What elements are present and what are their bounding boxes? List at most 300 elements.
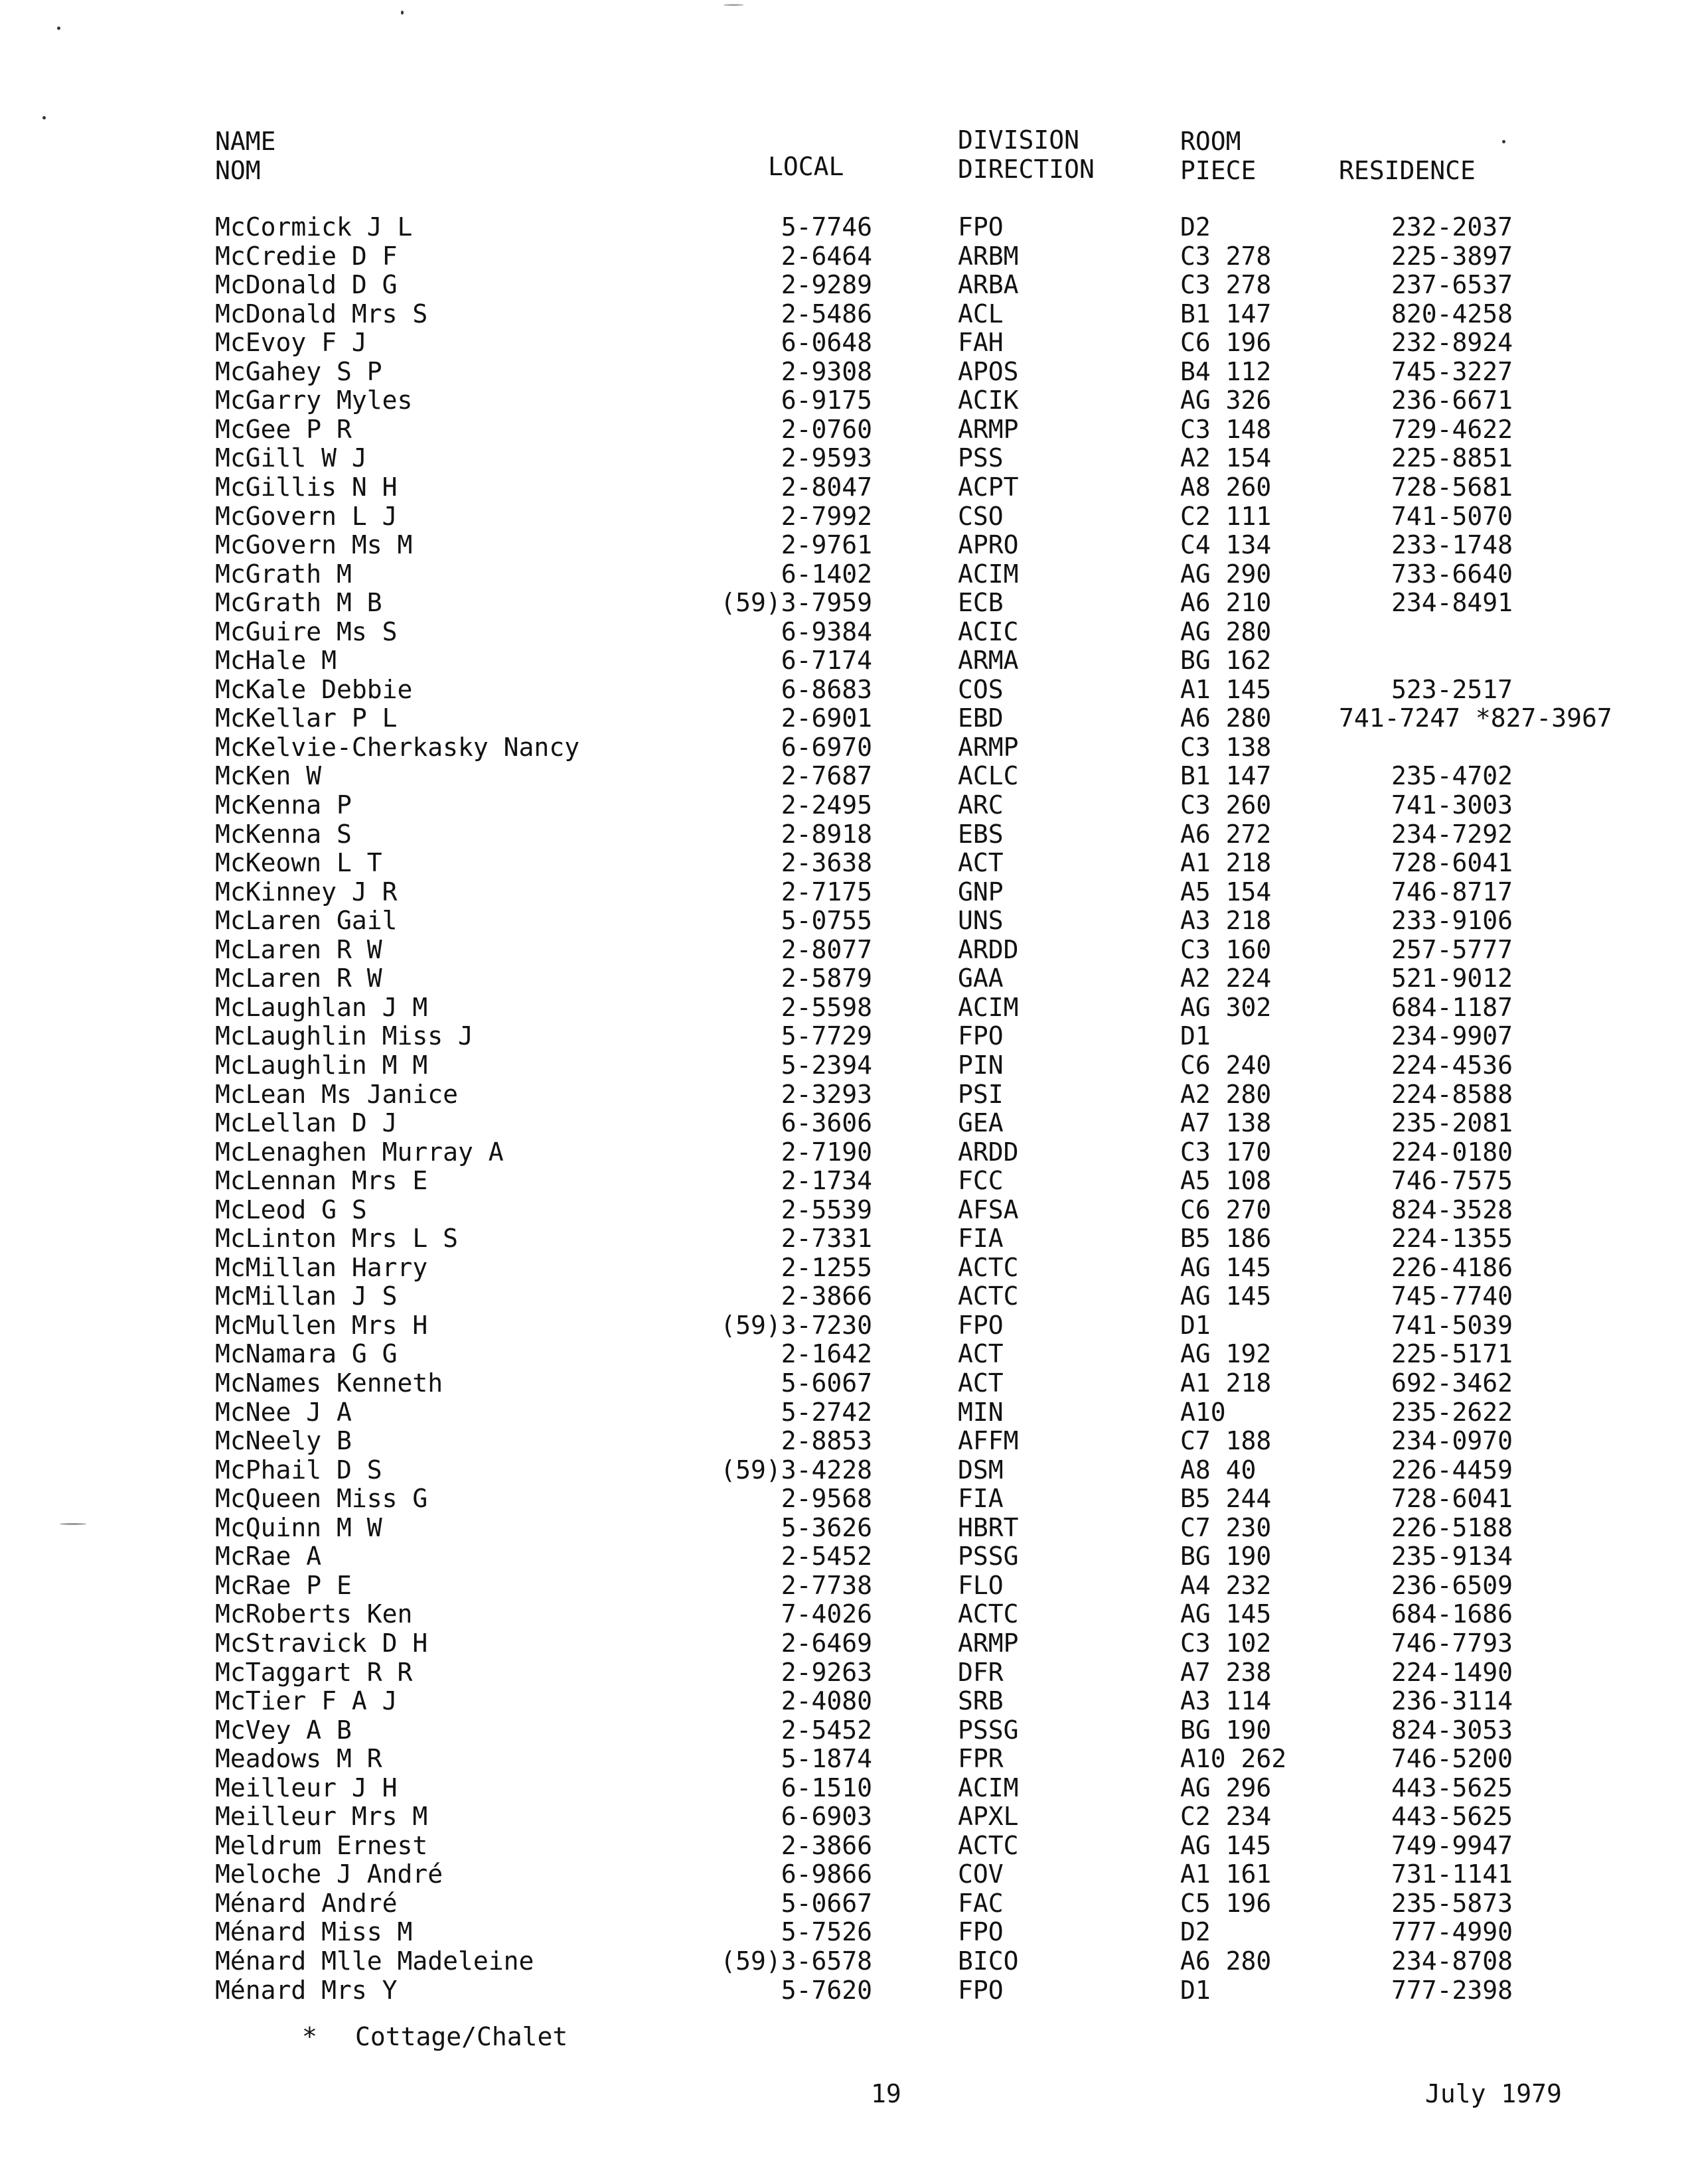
table-row <box>0 1282 1684 1311</box>
table-row <box>0 1427 1684 1456</box>
table-row <box>0 444 1684 473</box>
table-row <box>0 733 1684 763</box>
row-division-code: ACIM <box>958 992 1019 1022</box>
row-local-extension: 2-6469 <box>781 1628 872 1658</box>
row-name: Ménard Mrs Y <box>215 1975 398 2005</box>
row-residence-phone: 741-3003 <box>1391 790 1513 820</box>
row-division-code: ACTC <box>958 1281 1019 1311</box>
row-room-number: AG 192 <box>1180 1339 1272 1369</box>
row-name: McDonald D G <box>215 270 398 300</box>
row-local-extension: 2-6901 <box>781 703 872 733</box>
table-row <box>0 560 1684 589</box>
table-row <box>0 1889 1684 1919</box>
row-residence-phone: 226-4186 <box>1391 1252 1513 1282</box>
row-local-extension: 2-8918 <box>781 819 872 849</box>
table-row <box>0 791 1684 820</box>
row-room-number: C3 160 <box>1180 934 1272 964</box>
row-residence-phone: 684-1187 <box>1391 992 1513 1022</box>
row-name: McNeely B <box>215 1426 352 1456</box>
row-residence-phone: 234-8708 <box>1391 1946 1513 1976</box>
row-room-number: A10 <box>1180 1397 1226 1427</box>
row-local-extension: 2-8853 <box>781 1426 872 1456</box>
header-direction-label: DIRECTION <box>958 155 1095 184</box>
row-residence-phone: 232-2037 <box>1391 212 1513 242</box>
row-division-code: ACIK <box>958 386 1019 415</box>
table-row <box>0 1600 1684 1629</box>
row-residence-phone: 233-9106 <box>1391 906 1513 936</box>
row-residence-phone: 746-7575 <box>1391 1166 1513 1196</box>
row-division-code: DFR <box>958 1657 1004 1687</box>
row-name: McGahey S P <box>215 356 382 386</box>
row-division-code: FPO <box>958 1310 1004 1340</box>
row-name: McLean Ms Janice <box>215 1079 459 1109</box>
row-name: McKale Debbie <box>215 674 413 704</box>
table-row <box>0 473 1684 502</box>
row-division-code: PSSG <box>958 1715 1019 1745</box>
row-local-extension: 5-2742 <box>781 1397 872 1427</box>
row-residence-phone: 746-5200 <box>1391 1744 1513 1774</box>
row-room-number: A2 224 <box>1180 964 1272 993</box>
row-division-code: MIN <box>958 1397 1004 1427</box>
table-row <box>0 1022 1684 1051</box>
row-room-number: A1 218 <box>1180 1368 1272 1398</box>
row-name: McLaren R W <box>215 964 382 993</box>
row-name: McRae P E <box>215 1570 352 1600</box>
row-local-extension: 7-4026 <box>781 1599 872 1629</box>
row-name: McGillis N H <box>215 472 398 502</box>
table-row <box>0 1398 1684 1427</box>
row-name: McKen W <box>215 761 322 791</box>
table-row <box>0 936 1684 965</box>
row-room-number: C3 278 <box>1180 241 1272 271</box>
row-local-extension: 6-0648 <box>781 328 872 358</box>
row-room-number: B1 147 <box>1180 299 1272 328</box>
footnote-mark: * <box>302 2022 317 2051</box>
row-division-code: FCC <box>958 1166 1004 1196</box>
row-residence-phone: 741-7247 *827-3967 <box>1339 703 1612 733</box>
row-local-extension: 2-9263 <box>781 1657 872 1687</box>
table-row <box>0 1340 1684 1369</box>
row-division-code: ARMP <box>958 414 1019 444</box>
row-local-extension: 6-9866 <box>781 1859 872 1889</box>
header-nom-label: NOM <box>215 156 261 185</box>
row-local-extension: 2-5598 <box>781 992 872 1022</box>
row-residence-phone: 443-5625 <box>1391 1773 1513 1802</box>
row-local-extension: 5-3626 <box>781 1512 872 1542</box>
row-room-number: A7 138 <box>1180 1108 1272 1138</box>
row-room-number: C2 234 <box>1180 1802 1272 1832</box>
row-residence-phone: 443-5625 <box>1391 1802 1513 1832</box>
row-room-number: BG 162 <box>1180 646 1272 676</box>
row-room-number: AG 326 <box>1180 386 1272 415</box>
row-name: McStravick D H <box>215 1628 428 1658</box>
row-name: McGee P R <box>215 414 352 444</box>
table-row <box>0 1109 1684 1138</box>
row-name: McTaggart R R <box>215 1657 413 1687</box>
row-name: Ménard André <box>215 1888 398 1918</box>
row-local-extension: 2-3293 <box>781 1079 872 1109</box>
row-local-extension: 6-7174 <box>781 646 872 676</box>
row-room-number: D2 <box>1180 212 1211 242</box>
row-local-extension: 2-3866 <box>781 1281 872 1311</box>
row-name: McNames Kenneth <box>215 1368 443 1398</box>
row-division-code: ARDD <box>958 934 1019 964</box>
row-name: McLaren R W <box>215 934 382 964</box>
row-division-code: ACLC <box>958 761 1019 791</box>
table-row <box>0 1716 1684 1745</box>
table-row <box>0 271 1684 300</box>
row-room-number: A7 238 <box>1180 1657 1272 1687</box>
row-local-extension: 2-1255 <box>781 1252 872 1282</box>
row-local-extension: 2-1734 <box>781 1166 872 1196</box>
table-row <box>0 1542 1684 1571</box>
row-room-number: A3 218 <box>1180 906 1272 936</box>
row-division-code: PIN <box>958 1050 1004 1080</box>
row-local-extension: 5-0667 <box>781 1888 872 1918</box>
table-row <box>0 328 1684 358</box>
scan-speck <box>42 116 46 119</box>
row-residence-phone: 746-7793 <box>1391 1628 1513 1658</box>
row-room-number: C6 270 <box>1180 1195 1272 1224</box>
row-room-number: C3 102 <box>1180 1628 1272 1658</box>
table-row <box>0 242 1684 271</box>
row-residence-phone: 236-6509 <box>1391 1570 1513 1600</box>
page-number: 19 <box>871 2079 901 2108</box>
row-name: McGrath M B <box>215 588 382 618</box>
row-room-number: B5 186 <box>1180 1224 1272 1254</box>
row-local-extension: 5-7526 <box>781 1917 872 1947</box>
row-name: Meldrum Ernest <box>215 1830 428 1860</box>
row-division-code: CSO <box>958 501 1004 531</box>
row-division-code: DSM <box>958 1455 1004 1485</box>
table-row <box>0 1745 1684 1774</box>
row-local-extension: 6-9384 <box>781 617 872 646</box>
row-residence-phone: 225-8851 <box>1391 443 1513 473</box>
table-row <box>0 1629 1684 1658</box>
table-row <box>0 1514 1684 1543</box>
row-residence-phone: 745-3227 <box>1391 356 1513 386</box>
row-division-code: EBS <box>958 819 1004 849</box>
row-room-number: D1 <box>1180 1975 1211 2005</box>
row-residence-phone: 234-8491 <box>1391 588 1513 618</box>
row-division-code: COV <box>958 1859 1004 1889</box>
table-row <box>0 1860 1684 1889</box>
row-residence-phone: 237-6537 <box>1391 270 1513 300</box>
row-room-number: BG 190 <box>1180 1715 1272 1745</box>
row-local-extension: 2-5879 <box>781 964 872 993</box>
row-local-extension: 2-7687 <box>781 761 872 791</box>
row-name: McKinney J R <box>215 877 398 907</box>
row-room-number: C6 196 <box>1180 328 1272 358</box>
row-division-code: GAA <box>958 964 1004 993</box>
row-division-code: ACIC <box>958 617 1019 646</box>
row-residence-phone: 777-2398 <box>1391 1975 1513 2005</box>
row-name: McLeod G S <box>215 1195 367 1224</box>
row-room-number: A2 154 <box>1180 443 1272 473</box>
row-room-number: A6 272 <box>1180 819 1272 849</box>
row-name: Meilleur Mrs M <box>215 1802 428 1832</box>
row-name: McMillan J S <box>215 1281 398 1311</box>
row-division-code: ACTC <box>958 1599 1019 1629</box>
row-name: Ménard Miss M <box>215 1917 413 1947</box>
row-room-number: AG 145 <box>1180 1252 1272 1282</box>
table-row <box>0 878 1684 907</box>
row-division-code: ACT <box>958 1368 1004 1398</box>
row-division-code: HBRT <box>958 1512 1019 1542</box>
row-residence-phone: 224-4536 <box>1391 1050 1513 1080</box>
row-local-extension: 6-9175 <box>781 386 872 415</box>
row-room-number: A8 260 <box>1180 472 1272 502</box>
row-room-number: C5 196 <box>1180 1888 1272 1918</box>
row-room-number: A8 40 <box>1180 1455 1257 1485</box>
table-row <box>0 300 1684 329</box>
row-local-extension: 2-7175 <box>781 877 872 907</box>
row-local-extension: 2-9593 <box>781 443 872 473</box>
row-division-code: FPO <box>958 212 1004 242</box>
row-name: McLinton Mrs L S <box>215 1224 459 1254</box>
row-division-code: COS <box>958 674 1004 704</box>
scan-speck <box>724 4 743 6</box>
row-name: McKellar P L <box>215 703 398 733</box>
scan-speck <box>1502 140 1505 143</box>
row-division-code: APRO <box>958 530 1019 560</box>
row-local-extension: 6-1402 <box>781 559 872 589</box>
row-division-code: ARBA <box>958 270 1019 300</box>
table-row <box>0 502 1684 532</box>
table-row <box>0 1571 1684 1601</box>
row-room-number: C7 188 <box>1180 1426 1272 1456</box>
row-local-extension: 2-7331 <box>781 1224 872 1254</box>
row-room-number: C3 260 <box>1180 790 1272 820</box>
row-name: McKeown L T <box>215 848 382 878</box>
row-room-number: A5 108 <box>1180 1166 1272 1196</box>
row-room-number: B4 112 <box>1180 356 1272 386</box>
row-local-extension: 2-0760 <box>781 414 872 444</box>
row-name: McGovern Ms M <box>215 530 413 560</box>
row-room-number: C4 134 <box>1180 530 1272 560</box>
row-name: McLaughlin Miss J <box>215 1021 473 1051</box>
row-division-code: PSSG <box>958 1542 1019 1571</box>
table-row <box>0 415 1684 445</box>
row-division-code: AFSA <box>958 1195 1019 1224</box>
table-row <box>0 1051 1684 1080</box>
scan-speck <box>60 1523 86 1525</box>
row-name: McTier F A J <box>215 1686 398 1716</box>
row-residence-phone: 235-4702 <box>1391 761 1513 791</box>
row-room-number: D2 <box>1180 1917 1211 1947</box>
row-residence-phone: 684-1686 <box>1391 1599 1513 1629</box>
row-division-code: PSI <box>958 1079 1004 1109</box>
row-name: McQuinn M W <box>215 1512 382 1542</box>
row-name: McLennan Mrs E <box>215 1166 428 1196</box>
row-room-number: AG 302 <box>1180 992 1272 1022</box>
row-room-number: A1 145 <box>1180 674 1272 704</box>
row-local-extension: 2-6464 <box>781 241 872 271</box>
row-residence-phone: 692-3462 <box>1391 1368 1513 1398</box>
row-division-code: PSS <box>958 443 1004 473</box>
table-row <box>0 1976 1684 2005</box>
row-division-code: APXL <box>958 1802 1019 1832</box>
row-residence-phone: 728-6041 <box>1391 848 1513 878</box>
row-division-code: ACTC <box>958 1830 1019 1860</box>
header-name-label: NAME <box>215 127 276 156</box>
row-room-number: A4 232 <box>1180 1570 1272 1600</box>
row-name: McMullen Mrs H <box>215 1310 428 1340</box>
row-name: McKenna P <box>215 790 352 820</box>
row-local-extension: 2-5539 <box>781 1195 872 1224</box>
header-division-label: DIVISION <box>958 125 1080 155</box>
table-row <box>0 1456 1684 1485</box>
row-residence-phone: 225-3897 <box>1391 241 1513 271</box>
row-division-code: FPR <box>958 1744 1004 1774</box>
row-residence-phone: 749-9947 <box>1391 1830 1513 1860</box>
row-division-code: ARC <box>958 790 1004 820</box>
row-division-code: SRB <box>958 1686 1004 1716</box>
row-local-extension: 2-9289 <box>781 270 872 300</box>
row-division-code: ACIM <box>958 559 1019 589</box>
row-name: McPhail D S <box>215 1455 382 1485</box>
row-local-extension: 6-6903 <box>781 1802 872 1832</box>
row-local-extension: 2-5486 <box>781 299 872 328</box>
row-name: McNee J A <box>215 1397 352 1427</box>
row-division-code: ARMA <box>958 646 1019 676</box>
row-name: McCredie D F <box>215 241 398 271</box>
row-name: McKenna S <box>215 819 352 849</box>
row-room-number: AG 296 <box>1180 1773 1272 1802</box>
row-local-extension: 6-1510 <box>781 1773 872 1802</box>
row-name: McGrath M <box>215 559 352 589</box>
row-local-extension: (59)3-6578 <box>720 1946 872 1976</box>
row-room-number: A10 262 <box>1180 1744 1287 1774</box>
row-residence-phone: 236-3114 <box>1391 1686 1513 1716</box>
row-room-number: D1 <box>1180 1310 1211 1340</box>
row-name: McDonald Mrs S <box>215 299 428 328</box>
table-row <box>0 646 1684 676</box>
row-local-extension: (59)3-7230 <box>720 1310 872 1340</box>
row-room-number: B5 244 <box>1180 1484 1272 1514</box>
scan-speck <box>57 27 60 30</box>
table-row <box>0 1832 1684 1861</box>
row-name: McQueen Miss G <box>215 1484 428 1514</box>
table-row <box>0 1774 1684 1803</box>
row-residence-phone: 257-5777 <box>1391 934 1513 964</box>
row-residence-phone: 232-8924 <box>1391 328 1513 358</box>
row-name: McLaughlan J M <box>215 992 428 1022</box>
row-local-extension: 2-3638 <box>781 848 872 878</box>
footer-date: July 1979 <box>1425 2079 1562 2108</box>
row-division-code: FIA <box>958 1484 1004 1514</box>
table-row <box>0 1138 1684 1167</box>
row-residence-phone: 225-5171 <box>1391 1339 1513 1369</box>
row-local-extension: 5-6067 <box>781 1368 872 1398</box>
table-row <box>0 213 1684 242</box>
row-division-code: FAC <box>958 1888 1004 1918</box>
table-row <box>0 993 1684 1023</box>
row-name: McGuire Ms S <box>215 617 398 646</box>
row-name: McKelvie-Cherkasky Nancy <box>215 732 580 762</box>
row-residence-phone: 224-8588 <box>1391 1079 1513 1109</box>
row-room-number: D1 <box>1180 1021 1211 1051</box>
row-name: McMillan Harry <box>215 1252 428 1282</box>
row-residence-phone: 746-8717 <box>1391 877 1513 907</box>
row-room-number: C6 240 <box>1180 1050 1272 1080</box>
row-residence-phone: 235-2622 <box>1391 1397 1513 1427</box>
row-local-extension: (59)3-7959 <box>720 588 872 618</box>
row-name: Meloche J André <box>215 1859 443 1889</box>
row-local-extension: 6-3606 <box>781 1108 872 1138</box>
row-residence-phone: 234-7292 <box>1391 819 1513 849</box>
table-row <box>0 1196 1684 1225</box>
row-division-code: ARMP <box>958 1628 1019 1658</box>
table-row <box>0 1485 1684 1514</box>
row-local-extension: 2-9308 <box>781 356 872 386</box>
row-room-number: BG 190 <box>1180 1542 1272 1571</box>
row-room-number: AG 145 <box>1180 1830 1272 1860</box>
table-row <box>0 1167 1684 1196</box>
row-division-code: FPO <box>958 1975 1004 2005</box>
footnote-text: Cottage/Chalet <box>355 2022 568 2051</box>
row-local-extension: 2-5452 <box>781 1542 872 1571</box>
row-residence-phone: 523-2517 <box>1391 674 1513 704</box>
row-name: McGill W J <box>215 443 367 473</box>
row-residence-phone: 777-4990 <box>1391 1917 1513 1947</box>
row-local-extension: 2-4080 <box>781 1686 872 1716</box>
table-row <box>0 1687 1684 1716</box>
row-room-number: C2 111 <box>1180 501 1272 531</box>
table-row <box>0 1254 1684 1283</box>
row-name: Meilleur J H <box>215 1773 398 1802</box>
scan-speck <box>401 11 404 15</box>
table-row <box>0 531 1684 560</box>
row-residence-phone: 741-5039 <box>1391 1310 1513 1340</box>
header-local-label: LOCAL <box>768 152 844 181</box>
row-residence-phone: 235-2081 <box>1391 1108 1513 1138</box>
row-room-number: AG 145 <box>1180 1599 1272 1629</box>
row-residence-phone: 745-7740 <box>1391 1281 1513 1311</box>
table-row <box>0 618 1684 647</box>
row-name: McCormick J L <box>215 212 413 242</box>
row-residence-phone: 233-1748 <box>1391 530 1513 560</box>
row-division-code: FPO <box>958 1917 1004 1947</box>
row-room-number: A1 218 <box>1180 848 1272 878</box>
row-local-extension: 5-0755 <box>781 906 872 936</box>
row-residence-phone: 731-1141 <box>1391 1859 1513 1889</box>
table-row <box>0 762 1684 791</box>
row-local-extension: 5-1874 <box>781 1744 872 1774</box>
row-local-extension: 2-9761 <box>781 530 872 560</box>
row-local-extension: 5-2394 <box>781 1050 872 1080</box>
table-row <box>0 1947 1684 1976</box>
row-name: McLaughlin M M <box>215 1050 428 1080</box>
row-local-extension: 5-7620 <box>781 1975 872 2005</box>
row-name: McRae A <box>215 1542 322 1571</box>
row-name: McGovern L J <box>215 501 398 531</box>
row-division-code: ACIM <box>958 1773 1019 1802</box>
row-residence-phone: 824-3053 <box>1391 1715 1513 1745</box>
row-local-extension: 2-7738 <box>781 1570 872 1600</box>
row-local-extension: 2-7992 <box>781 501 872 531</box>
row-residence-phone: 236-6671 <box>1391 386 1513 415</box>
row-division-code: ARDD <box>958 1137 1019 1167</box>
row-residence-phone: 234-9907 <box>1391 1021 1513 1051</box>
row-name: Meadows M R <box>215 1744 382 1774</box>
row-division-code: ACTC <box>958 1252 1019 1282</box>
table-row <box>0 1311 1684 1341</box>
row-room-number: AG 280 <box>1180 617 1272 646</box>
row-division-code: GEA <box>958 1108 1004 1138</box>
row-division-code: ACT <box>958 1339 1004 1369</box>
row-room-number: A6 210 <box>1180 588 1272 618</box>
